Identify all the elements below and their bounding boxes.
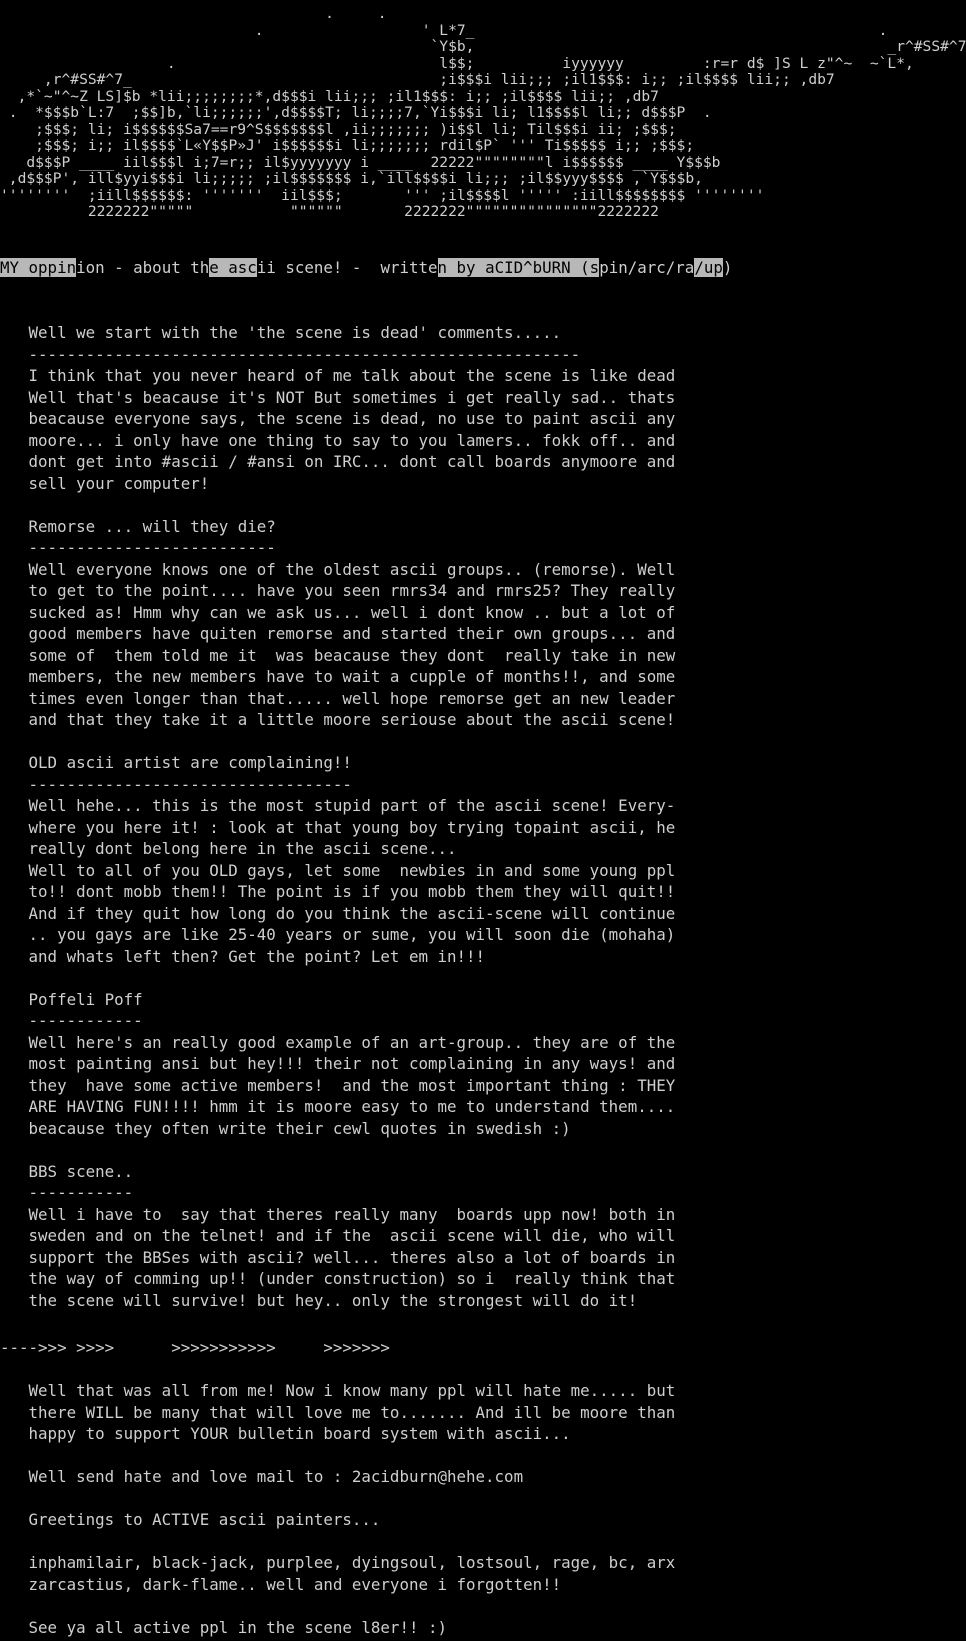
title-segment-highlight: e asc xyxy=(209,258,257,277)
title-line xyxy=(0,257,733,279)
closing-text: Well that was all from me! Now i know many ppl will hate me..... but there WILL be many that will love me to....... And ill be moore than happy to support YOUR bulletin board system with ascii... Well send hate and love mail to : 2acidburn@hehe.com Greetings to ACTIVE ascii painters... inphamilair, black-jack, purplee, dyingsoul, lostsoul, rage, bc, arx zarcastius, dark-flame.. well and everyone i forgotten!! See ya all active ppl in the scene l8er!! :) xyxy=(28,1381,676,1637)
title-segment: ii scene! - writte xyxy=(256,258,438,277)
ascii-logo: . . . ' L*7_ . `Y$b, _r^#SS#^7 . l$$; iyyyyyy :r=r d$ ]S L z"^~ ~`L*, ,r^#SS#^7_ ;i$$$i lii;;; ;il1$$$: i;; ;il$$$$ lii;; ,db7 ,*`~"^~Z LS]$b *lii;;;;;;;;*,d$$$i lii;;; ;il1$$$: i;; ;il$$$$ lii;; ,db7 . *$$$b`L:7 ;$$]b,`li;;;;;;',d$$$$T; li;;;;7,`Yi$$$i li; l1$$$$l li;; d$$$P . ;$$$; li; i$$$$$$Sa7==r9^S$$$$$$$l ,ii;;;;;;; )i$$l li; Til$$$i ii; ;$$$; ;$$$; i;; il$$$$`L«Y$$P»J' i$$$$$$i li;;;;;;; rdil$P` ''' Ti$$$$$ i;; ;$$$; d$$$P ____ iil$$$l i;7=r;; il$yyyyyyy i ____ 22222""""""""l i$$$$$$ ____ Y$$$b ,d$$$P', ill$yyi$$$i li;;;;; ;il$$$$$$$ i,`ill$$$$i li;;; ;il$$yyy$$$$ ,`Y$$$b, '''''''' ;iill$$$$$$: ''''''' iil$$$; ''' ;il$$$$l ''''' :iill$$$$$$$$ '''''''' 2222222""""" """""" 2222222"""""""""""""""2222222 xyxy=(0,5,966,220)
title-segment-highlight: n by aCID^bURN (s xyxy=(437,258,600,277)
title-segment-highlight: /up xyxy=(694,258,723,277)
section-divider-wrap xyxy=(0,1337,675,1638)
title-segment: ion - about th xyxy=(76,258,210,277)
title-segment-highlight: MY oppin xyxy=(0,258,77,277)
title-segment: pin/arc/ra xyxy=(599,258,695,277)
article-body: Well we start with the 'the scene is dead' comments..... ---------------------------------------------------------- I think that you never heard of me talk about the scene is like dead Well that's beacause it's NOT But sometimes i get really sad.. thats beacause everyone says, the scene is dead, no use to paint ascii any moore... i only have one thing to say to you lamers.. fokk off.. and dont get into #ascii / #ansi on IRC... dont call boards anymoore and sell your computer! Remorse ... will they die? -------------------------- Well everyone knows one of the oldest ascii groups.. (remorse). Well to get to the point.... have you seen rmrs34 and rmrs25? They really sucked as! Hmm why can we ask us... well i dont know .. but a lot of good members have quiten remorse and started their own groups... and some of them told me it was beacause they dont really take in new members, the new members have to wait a cupple of months!!, and some times even longer than that..... well hope remorse get an new leader and that they take it a little moore seriouse about the ascii scene! OLD ascii artist are complaining!! ---------------------------------- Well hehe... this is the most stupid part of the ascii scene! Every- where you here it! : look at that young boy trying topaint ascii, he really dont belong here in the ascii scene... Well to all of you OLD gays, let some newbies in and some young ppl to!! dont mobb them!! The point is if you mobb them they will quit!! And if they quit how long do you think the ascii-scene will continue .. you gays are like 25-40 years or sume, you will soon die (mohaha) and whats left then? Get the point? Let em in!!! Poffeli Poff ------------ Well here's an really good example of an art-group.. they are of the most painting ansi but hey!!! their not complaining in any ways! and they have some active members! and the most important thing : THEY ARE HAVING FUN!!!! hmm it is moore easy to me to understand them.... beacause they often write their cewl quotes in swedish :) BBS scene.. ----------- Well i have to say that theres really many boards upp now! both in sweden and on the telnet! and if the ascii scene will die, who will support the BBSes with ascii? well... theres also a lot of boards in the way of comming up!! (under construction) so i really think that the scene will survive! but hey.. only the strongest will do it! xyxy=(28,323,676,1310)
arrow-divider: ---->>> >>>> >>>>>>>>>>> >>>>>>> xyxy=(0,1338,390,1357)
title-segment: ) xyxy=(722,258,733,277)
